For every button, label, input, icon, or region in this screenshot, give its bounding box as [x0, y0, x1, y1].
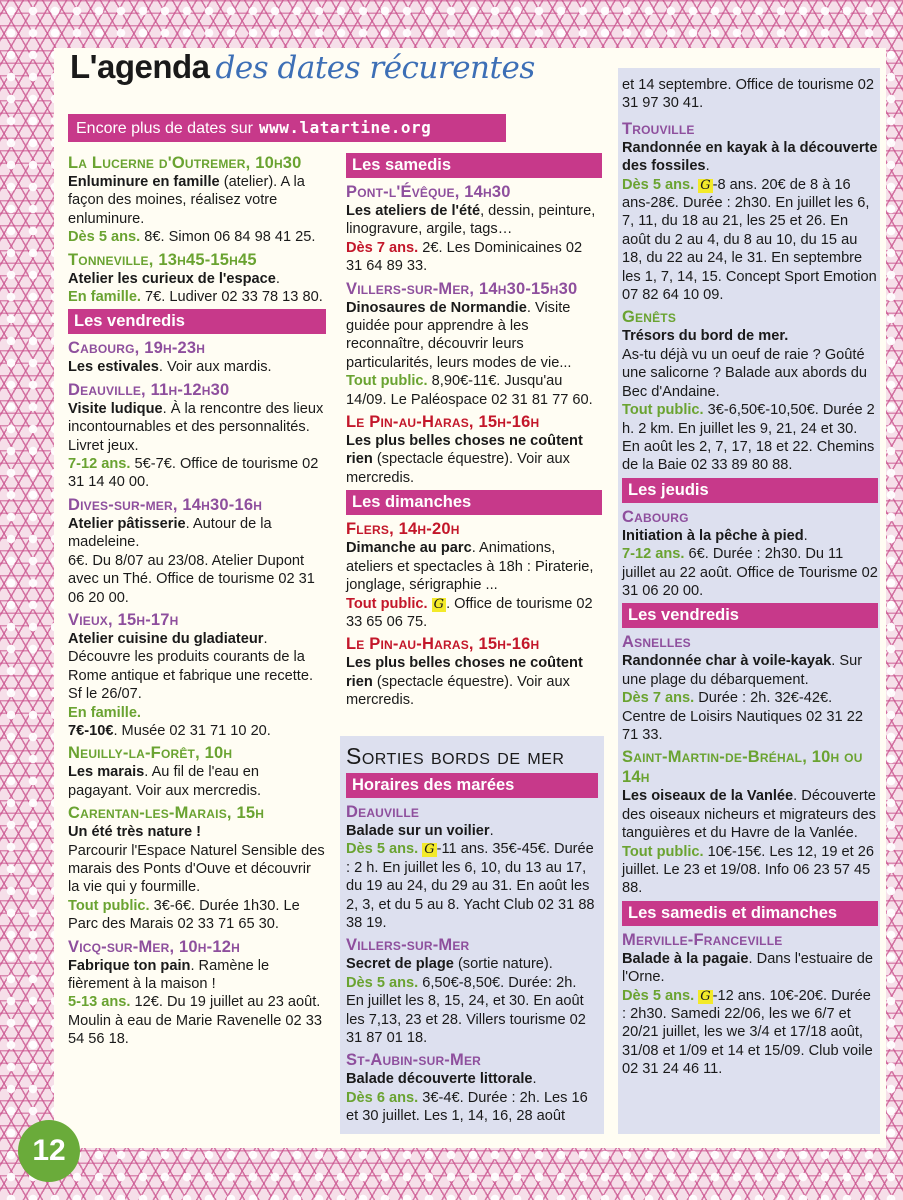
event-activity: Balade découverte littorale — [346, 1071, 533, 1088]
event-info: 3€-6,50€-10,50€. Durée 2 h. 2 km. En juillet les 9, 21, 24 et 30. En août les 2, 7, 17, 18 et 22. Chemins de la Baie 02 33 89 80 88. — [622, 402, 875, 474]
event-brehal — [622, 747, 878, 897]
event-audience: Dès 6 ans. — [346, 1089, 419, 1106]
event-cabourg-peche — [622, 507, 878, 601]
event-trouville — [622, 119, 878, 305]
event-dives — [68, 495, 326, 607]
event-desc: . Découvre les produits courants de la Rome antique et fabrique une recette. Sf le 26/07. — [68, 630, 314, 703]
event-desc: . Voir aux mardis. — [158, 359, 272, 376]
event-desc: . Dans l'estuaire de l'Orne. — [622, 950, 874, 986]
event-activity: Initiation à la pêche à pied — [622, 527, 804, 544]
event-desc: (spectacle équestre). Voir aux mercredis. — [346, 673, 570, 709]
event-info: 7€. Ludiver 02 33 78 13 80. — [141, 289, 323, 306]
event-cabourg — [68, 338, 326, 376]
event-place: Vieux, 15h-17h — [68, 610, 179, 629]
event-villers-dino — [346, 279, 602, 409]
event-activity: Trésors du bord de mer. — [622, 328, 789, 345]
event-villers-secret — [346, 935, 598, 1047]
section-jeudis: Les jeudis — [622, 478, 878, 503]
event-activity: Un été très nature ! — [68, 824, 201, 841]
event-activity: Atelier cuisine du gladiateur — [68, 630, 264, 647]
event-audience: Dès 5 ans. — [346, 841, 419, 858]
event-activity: Fabrique ton pain — [68, 957, 191, 974]
event-activity: Visite ludique — [68, 400, 163, 417]
event-desc: . — [532, 1071, 537, 1088]
event-info: 6,50€-8,50€. Durée: 2h. En juillet les 8, 15, 24, et 30. En août les 7,13, 23 et 28. Villers tourisme 02 31 87 01 18. — [346, 974, 586, 1047]
event-staubin — [346, 1050, 598, 1125]
event-desc: . — [705, 158, 710, 175]
event-info: -11 ans. 35€-45€. Durée : 2 h. En juillet les 6, 10, du 13 au 17, du 19 au 24, du 29 au 31. En août les 2, 3, et du 5 au 8. Yacht Club 02 31 88 38 19. — [346, 841, 595, 932]
event-info: 12€. Du 19 juillet au 23 août. Moulin à eau de Marie Ravenelle 02 33 54 56 18. — [68, 994, 322, 1048]
banner-text: Encore plus de dates sur — [76, 120, 253, 137]
event-desc: (sortie nature). — [453, 956, 553, 973]
event-activity: Randonnée en kayak à la découverte des fossiles — [622, 139, 878, 175]
event-activity: Les estivales — [68, 359, 159, 376]
event-carentan — [68, 803, 326, 933]
sorties-title: Sorties bords de mer — [346, 743, 565, 769]
event-activity: Enluminure en famille — [68, 174, 220, 190]
event-place: Carentan-les-Marais, 15h — [68, 804, 265, 823]
event-info: -12 ans. 10€-20€. Durée : 2h30. Samedi 22/06, les we 6/7 et 20/21 juillet, les we 3/4 et 17/18 août, 31/08 et 1/09 et 14 et 15/09. Club voile 02 31 24 46 11. — [622, 987, 873, 1078]
sorties-mer-box — [340, 736, 604, 1134]
event-desc: . Autour de la madeleine. — [68, 515, 272, 551]
title-script: des dates récurentes — [215, 50, 535, 86]
event-asnelles — [622, 632, 878, 744]
section-vendredis: Les vendredis — [68, 309, 326, 334]
event-deauville — [68, 380, 326, 492]
free-badge: G — [424, 842, 435, 858]
event-activity: Dimanche au parc — [346, 540, 472, 557]
event-place: Villers-sur-Mer — [346, 936, 470, 955]
event-place: Deauville, 11h-12h30 — [68, 380, 230, 399]
event-price: 7€-10€ — [68, 722, 114, 739]
column-2 — [346, 150, 602, 710]
event-activity: Les plus belles choses ne coûtent rien — [346, 655, 583, 690]
event-place: Asnelles — [622, 633, 691, 652]
event-audience: Dès 5 ans. — [346, 974, 419, 991]
event-info: 5€-7€. Office de tourisme 02 31 14 40 00. — [68, 456, 319, 491]
page-number: 12 — [18, 1120, 80, 1182]
free-badge: G — [700, 988, 711, 1004]
event-info: 8,90€-11€. Jusqu'au 14/09. Le Paléospace 02 31 81 77 60. — [346, 373, 593, 408]
event-vieux — [68, 610, 326, 740]
event-place: Dives-sur-mer, 14h30-16h — [68, 495, 263, 514]
event-place: La Lucerne d'Outremer, 10h30 — [68, 154, 302, 172]
banner-url-link[interactable]: www.latartine.org — [259, 118, 432, 137]
event-place: Genêts — [622, 308, 677, 327]
free-badge: G — [433, 596, 445, 612]
event-desc: . — [275, 270, 280, 287]
event-audience: Tout public. — [622, 402, 704, 419]
page-title — [70, 48, 535, 86]
event-deauville-voilier — [346, 802, 598, 932]
event-lucerne — [68, 153, 326, 247]
free-badge: G — [700, 177, 711, 193]
event-activity: Les oiseaux de la Vanlée — [622, 788, 794, 805]
event-place: Neuilly-la-Forêt, 10h — [68, 744, 233, 763]
event-place: Cabourg, 19h-23h — [68, 339, 206, 358]
event-place: Le Pin-au-Haras, 15h-16h — [346, 635, 540, 654]
event-audience: Dès 7 ans. — [346, 239, 419, 256]
event-info: 3€-4€. Durée : 2h. Les 16 et 30 juillet. Les 1, 14, 16, 28 août — [346, 1089, 588, 1125]
event-info: 6€. Durée : 2h30. Du 11 juillet au 22 août. Office de Tourisme 02 31 06 20 00. — [622, 546, 878, 599]
event-info: . Musée 02 31 71 10 20. — [113, 722, 271, 739]
event-desc: . — [489, 823, 494, 839]
event-desc: . Animations, ateliers et spectacles à 18h : Piraterie, jonglage, sérigraphie ... — [346, 540, 594, 594]
event-desc: . Ramène le fièrement à la maison ! — [68, 957, 270, 992]
event-activity: Atelier pâtisserie — [68, 515, 186, 532]
event-info: 6€. Du 8/07 au 23/08. Atelier Dupont avec un Thé. Office de tourisme 02 31 06 20 00. — [68, 552, 315, 606]
event-place: Vicq-sur-Mer, 10h-12h — [68, 937, 240, 956]
event-activity: Atelier les curieux de l'espace — [68, 270, 276, 287]
event-info: . Office de tourisme 02 33 65 06 75. — [346, 595, 593, 630]
event-neuilly — [68, 743, 326, 800]
event-pin-haras-sam — [346, 412, 602, 487]
event-activity: Les marais — [68, 764, 145, 781]
event-desc: . Au fil de l'eau en pagayant. Voir aux mercredis. — [68, 764, 262, 799]
event-info: 3€-6€. Durée 1h30. Le Parc des Marais 02 33 71 65 30. — [68, 897, 300, 933]
event-audience: Tout public. — [622, 843, 704, 860]
website-banner — [68, 114, 506, 142]
event-audience: 5-13 ans. — [68, 994, 131, 1011]
event-genets — [622, 307, 878, 474]
section-vendredis-2: Les vendredis — [622, 603, 878, 628]
event-info: 8€. Simon 06 84 98 41 25. — [140, 229, 316, 246]
column-3 — [622, 76, 878, 1079]
event-activity: Balade sur un voilier — [346, 823, 490, 839]
event-info: Durée : 2h. 32€-42€. Centre de Loisirs Nautiques 02 31 22 71 33. — [622, 690, 863, 743]
event-place: Le Pin-au-Haras, 15h-16h — [346, 413, 540, 432]
event-audience: Tout public. — [346, 373, 428, 390]
event-audience: 7-12 ans. — [68, 456, 131, 473]
event-place: Cabourg — [622, 507, 689, 526]
event-activity: Secret de plage — [346, 956, 454, 973]
continued-text: et 14 septembre. Office de tourisme 02 31 97 30 41. — [622, 77, 875, 112]
event-audience: Tout public. — [346, 595, 428, 612]
event-audience: En famille. — [68, 704, 141, 721]
event-activity: Les plus belles choses ne coûtent rien — [346, 433, 583, 468]
event-audience: Dès 7 ans. — [622, 690, 695, 707]
event-tonneville — [68, 250, 326, 307]
event-activity: Dinosaures de Normandie — [346, 299, 527, 316]
event-place: Merville-Franceville — [622, 930, 783, 949]
event-info: 10€-15€. Les 12, 19 et 26 juillet. Le 23 et 19/08. Info 06 23 57 45 88. — [622, 843, 875, 897]
event-desc: . Sur une plage du débarquement. — [622, 653, 863, 688]
event-place: Deauville — [346, 803, 420, 821]
event-place: Saint-Martin-de-Bréhal, 10h ou 14h — [622, 748, 863, 787]
event-desc: Parcourir l'Espace Naturel Sensible des marais des Ponts d'Ouve et découvrir la vie qui y fourmille. — [68, 842, 325, 896]
event-audience: Dès 5 ans. — [622, 987, 695, 1004]
event-place: Villers-sur-Mer, 14h30-15h30 — [346, 279, 578, 298]
section-marees: Horaires des marées — [346, 773, 598, 798]
section-samedis-dimanches: Les samedis et dimanches — [622, 901, 878, 926]
event-info: 2€. Les Dominicaines 02 31 64 89 33. — [346, 239, 583, 275]
event-place: Trouville — [622, 119, 695, 138]
event-vicq — [68, 937, 326, 1049]
event-audience: En famille. — [68, 289, 141, 306]
section-dimanches: Les dimanches — [346, 490, 602, 515]
event-pin-haras-dim — [346, 634, 602, 709]
event-audience: Dès 5 ans. — [622, 176, 695, 193]
agenda-page — [54, 48, 886, 1148]
event-pontleveque — [346, 182, 602, 276]
event-desc: (spectacle équestre). Voir aux mercredis. — [346, 451, 570, 486]
event-desc: . Visite guidée pour apprendre à les reconnaître, découvrir leurs particularités, leurs modes de vie... — [346, 299, 572, 371]
event-activity: Randonnée char à voile-kayak — [622, 653, 832, 670]
section-samedis: Les samedis — [346, 153, 602, 178]
event-flers — [346, 519, 602, 631]
event-desc: . Découverte des oiseaux nicheurs et migrateurs des tanguières et du Havre de la Vanlée. — [622, 788, 876, 842]
event-place: Tonneville, 13h45-15h45 — [68, 250, 257, 269]
event-desc: (atelier). A la façon des moines, réalisez votre enluminure. — [68, 174, 305, 227]
event-info: -8 ans. 20€ de 8 à 16 ans-28€. Durée : 2h30. En juillet les 6, 7, 11, du 18 au 21, les 25 et 26. En août du 2 au 4, du 8 au 10, du 15 au 18, du 22 au 24, le 31. En septembre les 1, 7, 14, 15. Concept Sport Emotion 07 82 64 10 09. — [622, 176, 877, 304]
event-audience: Tout public. — [68, 897, 150, 914]
event-place: Flers, 14h-20h — [346, 520, 460, 539]
column-1 — [68, 150, 326, 1049]
event-audience: Dès 5 ans. — [68, 229, 141, 246]
title-main: L'agenda — [70, 48, 210, 85]
event-activity: Les ateliers de l'été — [346, 203, 481, 219]
event-activity: Balade à la pagaie — [622, 950, 749, 967]
event-audience: 7-12 ans. — [622, 546, 685, 563]
event-merville — [622, 930, 878, 1079]
event-place: St-Aubin-sur-Mer — [346, 1051, 482, 1070]
event-desc: . À la rencontre des lieux incontournables et des personnalités. Livret jeux. — [68, 400, 324, 454]
event-desc: , dessin, peinture, linogravure, argile, tags… — [346, 203, 596, 238]
event-place: Pont-l'Évêque, 14h30 — [346, 183, 511, 201]
event-desc: . — [803, 527, 808, 544]
event-desc: As-tu déjà vu un oeuf de raie ? Goûté une salicorne ? Balade aux abords du Bec d'Andaine. — [622, 346, 868, 400]
